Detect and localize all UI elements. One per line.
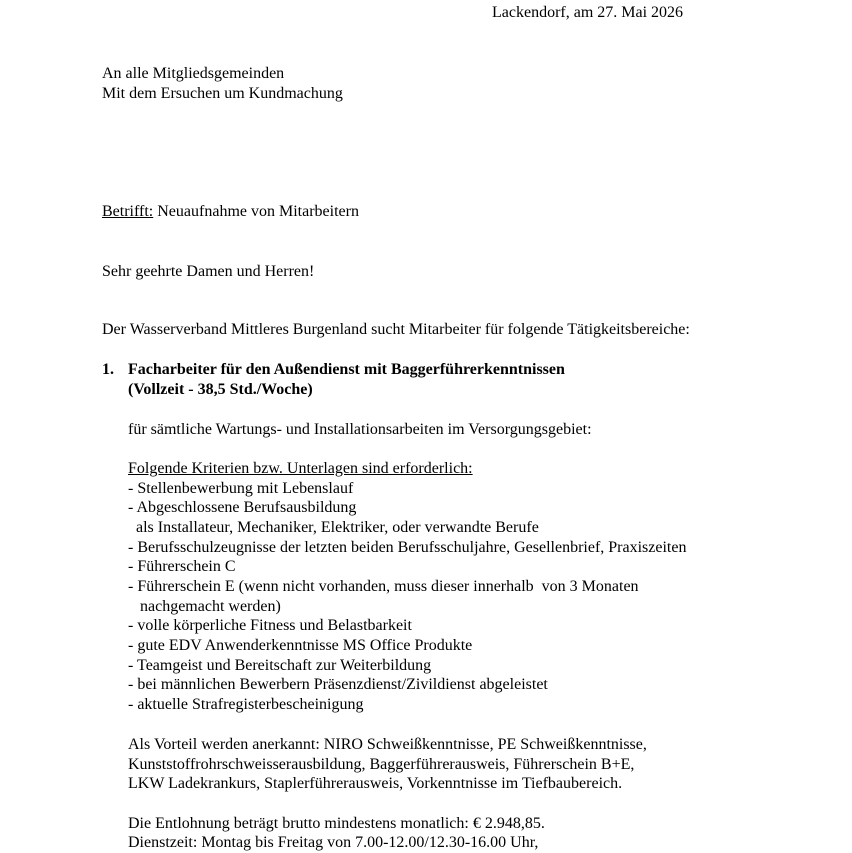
criteria-item: - volle körperliche Fitness und Belastbarkeit bbox=[128, 617, 412, 634]
recipients-line-2: Mit dem Ersuchen um Kundmachung bbox=[102, 85, 343, 102]
criteria-item: - Berufsschulzeugnisse der letzten beiden Berufsschuljahre, Gesellenbrief, Praxiszeiten bbox=[128, 539, 687, 556]
subject-text: Neuaufnahme von Mitarbeitern bbox=[153, 203, 359, 220]
position-title: Facharbeiter für den Außendienst mit Baggerführerkenntnissen bbox=[128, 361, 565, 378]
criteria-item: - Abgeschlossene Berufsausbildung bbox=[128, 499, 357, 516]
position-hours: (Vollzeit - 38,5 Std./Woche) bbox=[128, 381, 313, 398]
criteria-item: - Stellenbewerbung mit Lebenslauf bbox=[128, 480, 354, 497]
criteria-heading: Folgende Kriterien bzw. Unterlagen sind erforderlich: bbox=[128, 460, 473, 477]
salutation: Sehr geehrte Damen und Herren! bbox=[102, 263, 315, 280]
criteria-item: - Führerschein E (wenn nicht vorhanden, muss dieser innerhalb von 3 Monaten bbox=[128, 578, 639, 595]
criteria-item: - gute EDV Anwenderkenntnisse MS Office Produkte bbox=[128, 637, 473, 654]
criteria-item: - Führerschein C bbox=[128, 558, 236, 575]
working-hours-line: Dienstzeit: Montag bis Freitag von 7.00-12.00/12.30-16.00 Uhr, bbox=[128, 834, 539, 851]
recipients-line-1: An alle Mitgliedsgemeinden bbox=[102, 65, 285, 82]
criteria-item: als Installateur, Mechaniker, Elektriker, oder verwandte Berufe bbox=[128, 519, 539, 536]
place-date: Lackendorf, am 27. Mai 2026 bbox=[492, 4, 684, 21]
subject-label: Betrifft: bbox=[102, 203, 154, 220]
position-number: 1. bbox=[102, 361, 114, 378]
advantages-line: Kunststoffrohrschweisserausbildung, Baggerführerausweis, Führerschein B+E, bbox=[128, 756, 635, 773]
advantages-line: Als Vorteil werden anerkannt: NIRO Schweißkenntnisse, PE Schweißkenntnisse, bbox=[128, 736, 647, 753]
position-description: für sämtliche Wartungs- und Installationsarbeiten im Versorgungsgebiet: bbox=[128, 421, 592, 438]
criteria-item: - aktuelle Strafregisterbescheinigung bbox=[128, 696, 364, 713]
intro-paragraph: Der Wasserverband Mittleres Burgenland sucht Mitarbeiter für folgende Tätigkeitsbereiche: bbox=[102, 321, 690, 338]
subject-line bbox=[102, 202, 359, 222]
salary-line: Die Entlohnung beträgt brutto mindestens monatlich: € 2.948,85. bbox=[128, 815, 545, 832]
criteria-item: - bei männlichen Bewerbern Präsenzdienst/Zivildienst abgeleistet bbox=[128, 676, 548, 693]
advantages-line: LKW Ladekrankurs, Staplerführerausweis, Vorkenntnisse im Tiefbaubereich. bbox=[128, 775, 623, 792]
criteria-item: nachgemacht werden) bbox=[128, 598, 281, 615]
criteria-item: - Teamgeist und Bereitschaft zur Weiterbildung bbox=[128, 657, 432, 674]
